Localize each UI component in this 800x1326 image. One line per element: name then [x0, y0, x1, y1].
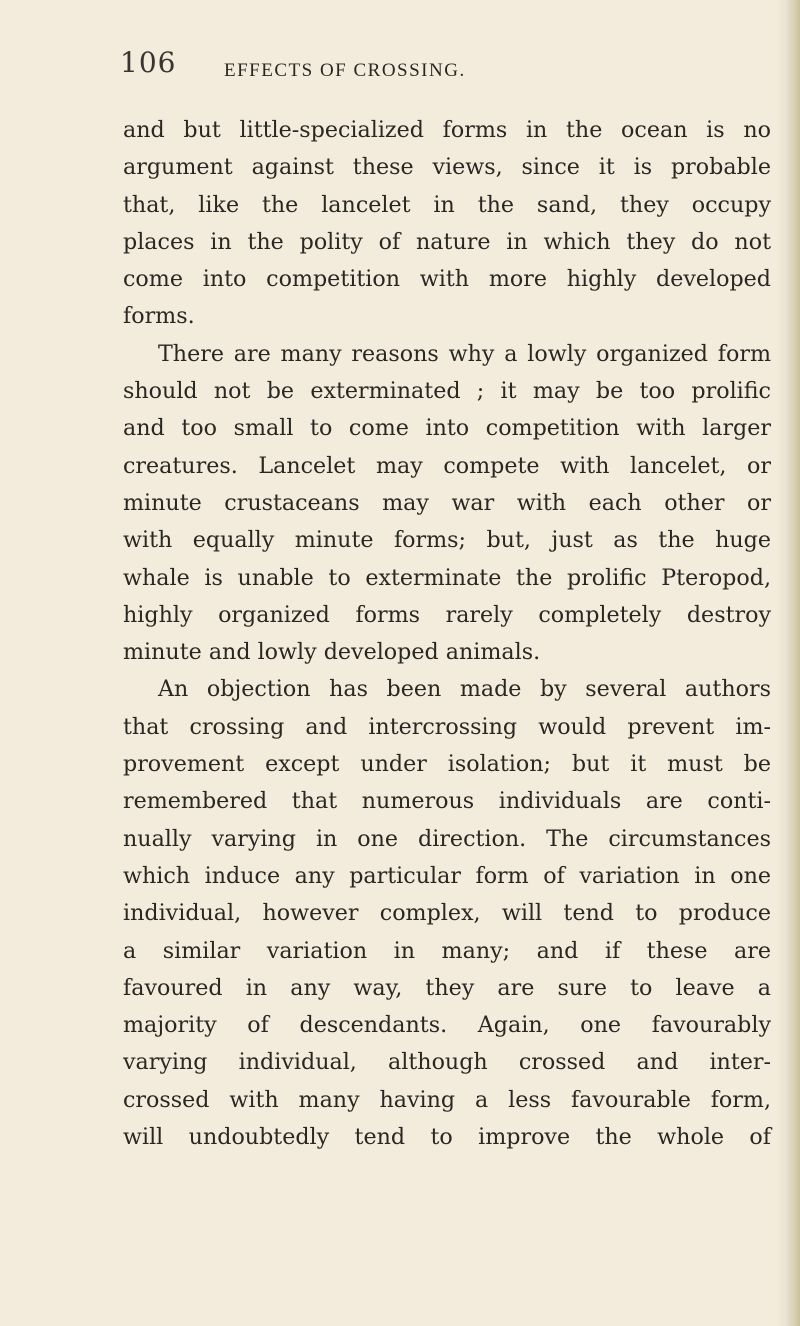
text-line: a similar variation in many; and if these are [123, 937, 771, 964]
text-line: individual, however complex, will tend to produce [123, 900, 771, 927]
page-edge-shadow [786, 0, 800, 1326]
text-line: should not be exterminated ; it may be too prolific [123, 378, 771, 405]
running-head: EFFECTS OF CROSSING. [224, 60, 466, 81]
paragraph-start-line: An objection has been made by several authors [158, 676, 771, 703]
text-line: majority of descendants. Again, one favourably [123, 1012, 771, 1039]
text-line: nually varying in one direction. The circumstances [123, 825, 771, 852]
text-line: varying individual, although crossed and inter- [123, 1049, 771, 1076]
body-text [123, 112, 771, 1156]
text-line: favoured in any way, they are sure to leave a [123, 974, 771, 1001]
text-line: which induce any particular form of variation in one [123, 862, 771, 889]
text-line: provement except under isolation; but it must be [123, 751, 771, 778]
text-line: whale is unable to exterminate the prolific Pteropod, [123, 564, 771, 591]
text-line: crossed with many having a less favourable form, [123, 1086, 771, 1113]
text-line: forms. [123, 303, 195, 330]
text-line: and but little-specialized forms in the ocean is no [123, 117, 771, 143]
text-line: highly organized forms rarely completely destroy [123, 601, 771, 628]
page-number: 106 [120, 46, 177, 79]
text-line: minute crustaceans may war with each other or [123, 489, 771, 516]
text-line: that, like the lancelet in the sand, they occupy [123, 191, 771, 218]
paragraph-start-line: There are many reasons why a lowly organized form [158, 340, 771, 367]
text-line: with equally minute forms; but, just as the huge [123, 527, 771, 554]
text-line: that crossing and intercrossing would prevent im- [123, 713, 771, 740]
text-line: come into competition with more highly developed [123, 266, 771, 293]
text-line: places in the polity of nature in which they do not [123, 228, 771, 255]
text-line: argument against these views, since it is probable [123, 154, 771, 181]
text-line: minute and lowly developed animals. [123, 639, 541, 666]
text-line: and too small to come into competition with larger [123, 415, 771, 442]
text-line: creatures. Lancelet may compete with lancelet, or [123, 452, 771, 479]
page-header [120, 46, 760, 86]
text-line: will undoubtedly tend to improve the whole of [123, 1124, 771, 1151]
text-line: remembered that numerous individuals are conti- [123, 788, 771, 815]
